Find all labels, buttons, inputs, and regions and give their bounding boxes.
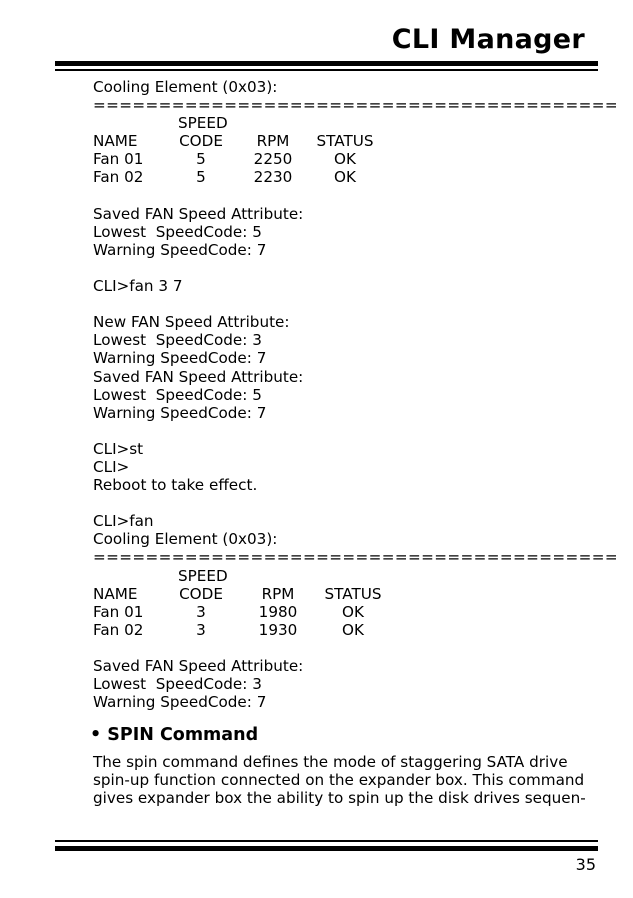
fan-code: 3 — [196, 602, 206, 621]
footer-rule-thin — [55, 840, 598, 842]
saved-attr-title: Saved FAN Speed Attribute: — [93, 657, 304, 675]
fan-name: Fan 02 — [93, 620, 144, 639]
section-heading — [90, 723, 593, 747]
separator-line: ======================================== — [93, 548, 619, 567]
cli-command: CLI>st — [93, 439, 144, 458]
fan-name: Fan 01 — [93, 150, 144, 169]
fan-name: Fan 02 — [93, 168, 144, 187]
table-header-top — [93, 567, 593, 585]
paragraph-line: The spin command defines the mode of staggering SATA drive — [93, 753, 568, 772]
page-number: 35 — [575, 855, 596, 874]
fan-status: OK — [334, 150, 356, 169]
new-lowest: Lowest SpeedCode: 3 — [93, 331, 262, 350]
col-name: NAME — [93, 132, 138, 151]
fan-rpm: 1980 — [258, 602, 298, 621]
page-header-title: CLI Manager — [391, 24, 585, 55]
fan-status: OK — [342, 620, 364, 639]
fan-name: Fan 01 — [93, 602, 144, 621]
header-rule-thin — [55, 69, 598, 71]
paragraph-line: spin-up function connected on the expander box. This command — [93, 771, 585, 790]
section-heading-text: SPIN Command — [107, 725, 259, 746]
col-code: CODE — [179, 132, 223, 151]
fan-rpm: 2230 — [253, 168, 293, 187]
section-paragraph — [93, 753, 588, 807]
saved-warning: Warning SpeedCode: 7 — [93, 403, 267, 422]
cli-command: CLI>fan — [93, 512, 154, 531]
table-header — [93, 132, 593, 150]
table-header-top — [93, 114, 593, 132]
saved-attr-title: Saved FAN Speed Attribute: — [93, 204, 304, 223]
saved-warning: Warning SpeedCode: 7 — [93, 693, 267, 712]
fan-rpm: 2250 — [253, 150, 293, 169]
separator-line: ======================================== — [93, 96, 619, 115]
col-status: STATUS — [324, 584, 382, 603]
cli-command: CLI>fan 3 7 — [93, 277, 183, 296]
paragraph-line: gives expander box the ability to spin up the disk drives sequen- — [93, 789, 586, 808]
fan-code: 5 — [196, 150, 206, 169]
saved-lowest: Lowest SpeedCode: 5 — [93, 222, 262, 241]
fan-code: 5 — [196, 168, 206, 187]
fan-status: OK — [334, 168, 356, 187]
footer-rule-thick — [55, 846, 598, 851]
col-code: CODE — [179, 584, 223, 603]
fan-code: 3 — [196, 620, 206, 639]
saved-attr-title: Saved FAN Speed Attribute: — [93, 367, 304, 386]
fan-rpm: 1930 — [258, 620, 298, 639]
col-status: STATUS — [316, 132, 374, 151]
table-header — [93, 585, 593, 603]
col-name: NAME — [93, 584, 138, 603]
bullet-icon: • — [90, 725, 102, 746]
cooling-element-title: Cooling Element (0x03): — [93, 78, 278, 96]
speed-header: SPEED — [178, 566, 228, 585]
reboot-message: Reboot to take effect. — [93, 476, 258, 495]
new-warning: Warning SpeedCode: 7 — [93, 349, 267, 368]
table-row — [93, 168, 593, 186]
col-rpm: RPM — [261, 584, 295, 603]
cli-prompt: CLI> — [93, 457, 130, 476]
saved-lowest: Lowest SpeedCode: 5 — [93, 385, 262, 404]
saved-warning: Warning SpeedCode: 7 — [93, 240, 267, 259]
table-row — [93, 150, 593, 168]
col-rpm: RPM — [256, 132, 290, 151]
table-row — [93, 603, 593, 621]
header-rule-thick — [55, 61, 598, 66]
new-attr-title: New FAN Speed Attribute: — [93, 313, 290, 332]
page-content — [90, 78, 619, 808]
cooling-element-title: Cooling Element (0x03): — [93, 530, 278, 549]
fan-status: OK — [342, 602, 364, 621]
table-row — [93, 621, 593, 639]
speed-header: SPEED — [178, 114, 228, 133]
saved-lowest: Lowest SpeedCode: 3 — [93, 675, 262, 694]
